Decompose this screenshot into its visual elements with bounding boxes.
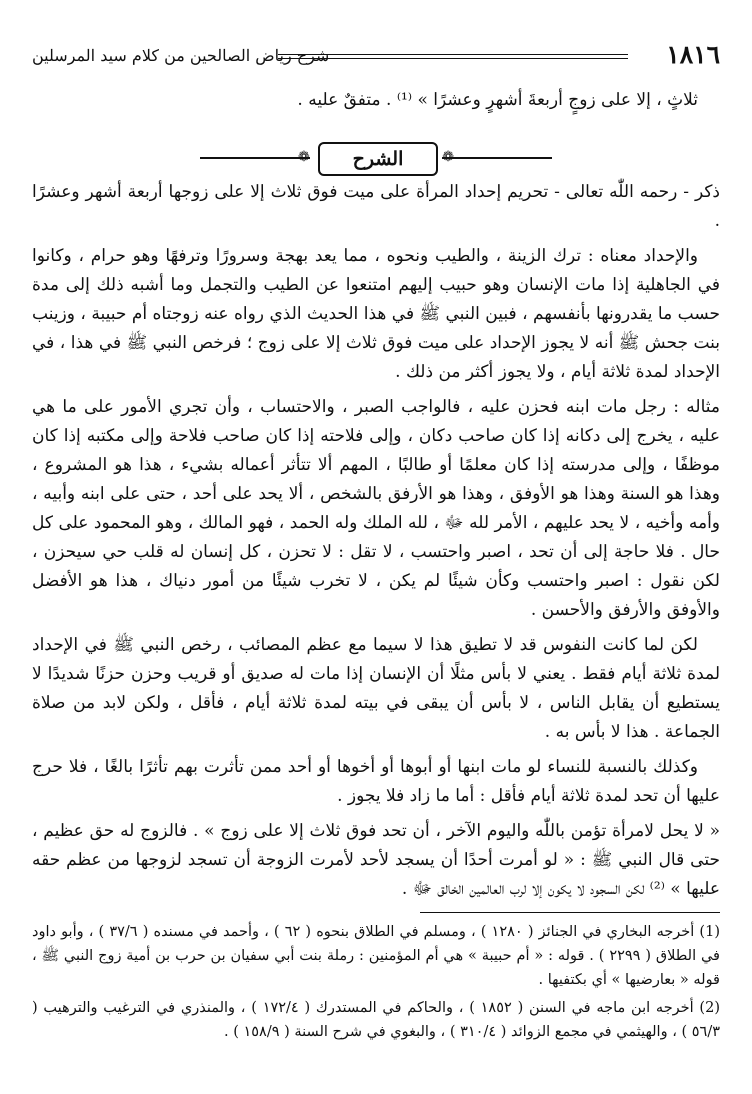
footnote: (2) أخرجه ابن ماجه في السنن ( ١٨٥٢ ) ، والحاكم في المستدرك ( ١٧٢/٤ ) ، والمنذري في الترغيب والترهيب ( ٥٦/٣ ) ، والهيثمي في مجمع الزوائد ( ٣١٠/٤ ) ، والبغوي في شرح السنة ( ١٥٨/٩ ) . (32, 1000, 720, 1040)
paragraph: وكذلك بالنسبة للنساء لو مات ابنها أو أبوها أو أخوها أو أحد ممن تأثرت بهم تأثرًا بالغًا ، فلا حرج عليها أن تحد لمدة ثلاثة أيام فأقل : أما ما زاد فلا يجوز . (32, 757, 720, 806)
paragraph: « لا يحل لامرأة تؤمن باللّٰه واليوم الآخر ، أن تحد فوق ثلاث إلا على زوج » . فالزوج له حق عظيم ، حتى قال النبي ﷺ : « لو أمرت أحدًا أن يسجد لأحد لأمرت الزوجة أن تسجد لزوجها من عظم حقه عليها » ⁽²⁾ لكن السجود لا يكون إلا لرب العالمين الخالق ﷻ . (32, 821, 720, 899)
paragraph: مثاله : رجل مات ابنه فحزن عليه ، فالواجب الصبر ، والاحتساب ، وأن تجري الأمور على ما هي عليه ، يخرج إلى دكانه إذا كان صاحب دكان ، وإلى فلاحته إذا كان صاحب فلاحة وإلى مكتبه إذا كان موظفًا ، وإلى مدرسته إذا كان معلمًا أو طالبًا ، المهم ألا تتأثر أعماله بشيء ، هذا هو المشروع ، وهذا هو السنة وهذا هو الأوفق ، وهذا هو الأرفق بالشخص ، ألا يحد على أحد ، حتى على ابنه وأبيه ، وأمه وأخيه ، لا يحد عليهم ، الأمر لله ﷻ ، لله الملك وله الحمد ، فهو المالك ، وهو المحمود على كل حال . فلا حاجة إلى أن تحد ، اصبر واحتسب ، لا تقل : لا تحزن ، كل إنسان له قلب حي سيحزن ، لكن نقول : اصبر واحتسب وكأن شيئًا لم يكن ، لا تخرب شيئًا من أمور دنياك ، هذا هو الأفضل والأوفق والأرفق والأحسن . (32, 397, 720, 620)
commentary-body (32, 178, 720, 910)
banner-line-left (200, 157, 310, 159)
section-title: الشرح (318, 142, 438, 176)
running-title: شرح رياض الصالحين من كلام سيد المرسلين (32, 46, 330, 65)
paragraph: والإحداد معناه : ترك الزينة ، والطيب ونحوه ، مما يعد بهجة وسرورًا وترفهًا وهو حرام ، وكانوا في الجاهلية إذا مات الإنسان وهو حبيب إليهم امتنعوا عن الطيب والتجمل وما أشبه ذلك إلى مدة حسب ما يقدرونها بأنفسهم ، فبين النبي ﷺ في هذا الحديث الذي رواه عنه زوجتاه أم حبيبة ، وزينب بنت جحش ﷺ أنه لا يجوز الإحداد على ميت فوق ثلاث إلا على زوج ؛ فرخص النبي ﷺ في هذا ، في الإحداد لمدة ثلاثة أيام ، ولا يجوز أكثر من ذلك . (32, 246, 720, 382)
header-rule (278, 54, 628, 59)
footnotes (32, 920, 720, 1048)
ornament-left-icon: ❁ (298, 149, 310, 165)
footnote-rule (420, 912, 720, 913)
page-number: ١٨١٦ (666, 40, 720, 69)
hadith-continuation (32, 86, 720, 121)
section-banner (200, 140, 552, 176)
paragraph: لكن لما كانت النفوس قد لا تطيق هذا لا سيما مع عظم المصائب ، رخص النبي ﷺ في الإحداد لمدة ثلاثة أيام فقط . يعني لا بأس مثلًا أن الإنسان إذا مات له صديق أو قريب وحزن حزنًا شديدًا لا يستطيع أن يقابل الناس ، لا بأس أن يبقى في بيته لمدة ثلاثة أيام ، فأقل ، ولكن لابد من صلاة الجماعة . هذا لا بأس به . (32, 635, 720, 742)
page-header (32, 40, 720, 76)
paragraph: ذكر - رحمه اللّٰه تعالى - تحريم إحداد المرأة على ميت فوق ثلاث إلا على زوجها أربعة أشهر وعشرًا . (32, 182, 720, 231)
hadith-text: ثلاثٍ ، إلا على زوجٍ أربعةَ أشهرٍ وعشرًا » ⁽¹⁾ . متفقٌ عليه . (297, 90, 698, 110)
ornament-right-icon: ❁ (442, 149, 454, 165)
banner-line-right (442, 157, 552, 159)
footnote: (1) أخرجه البخاري في الجنائز ( ١٢٨٠ ) ، ومسلم في الطلاق بنحوه ( ٦٢ ) ، وأحمد في مسنده ( ٣٧/٦ ) ، وأبو داود في الطلاق ( ٢٢٩٩ ) . قوله : « أم حبيبة » هي أم المؤمنين : رملة بنت أبي سفيان بن حرب بن أمية زوج النبي ﷺ ، قوله « بعارضيها » أي بكتفيها . (32, 924, 720, 988)
